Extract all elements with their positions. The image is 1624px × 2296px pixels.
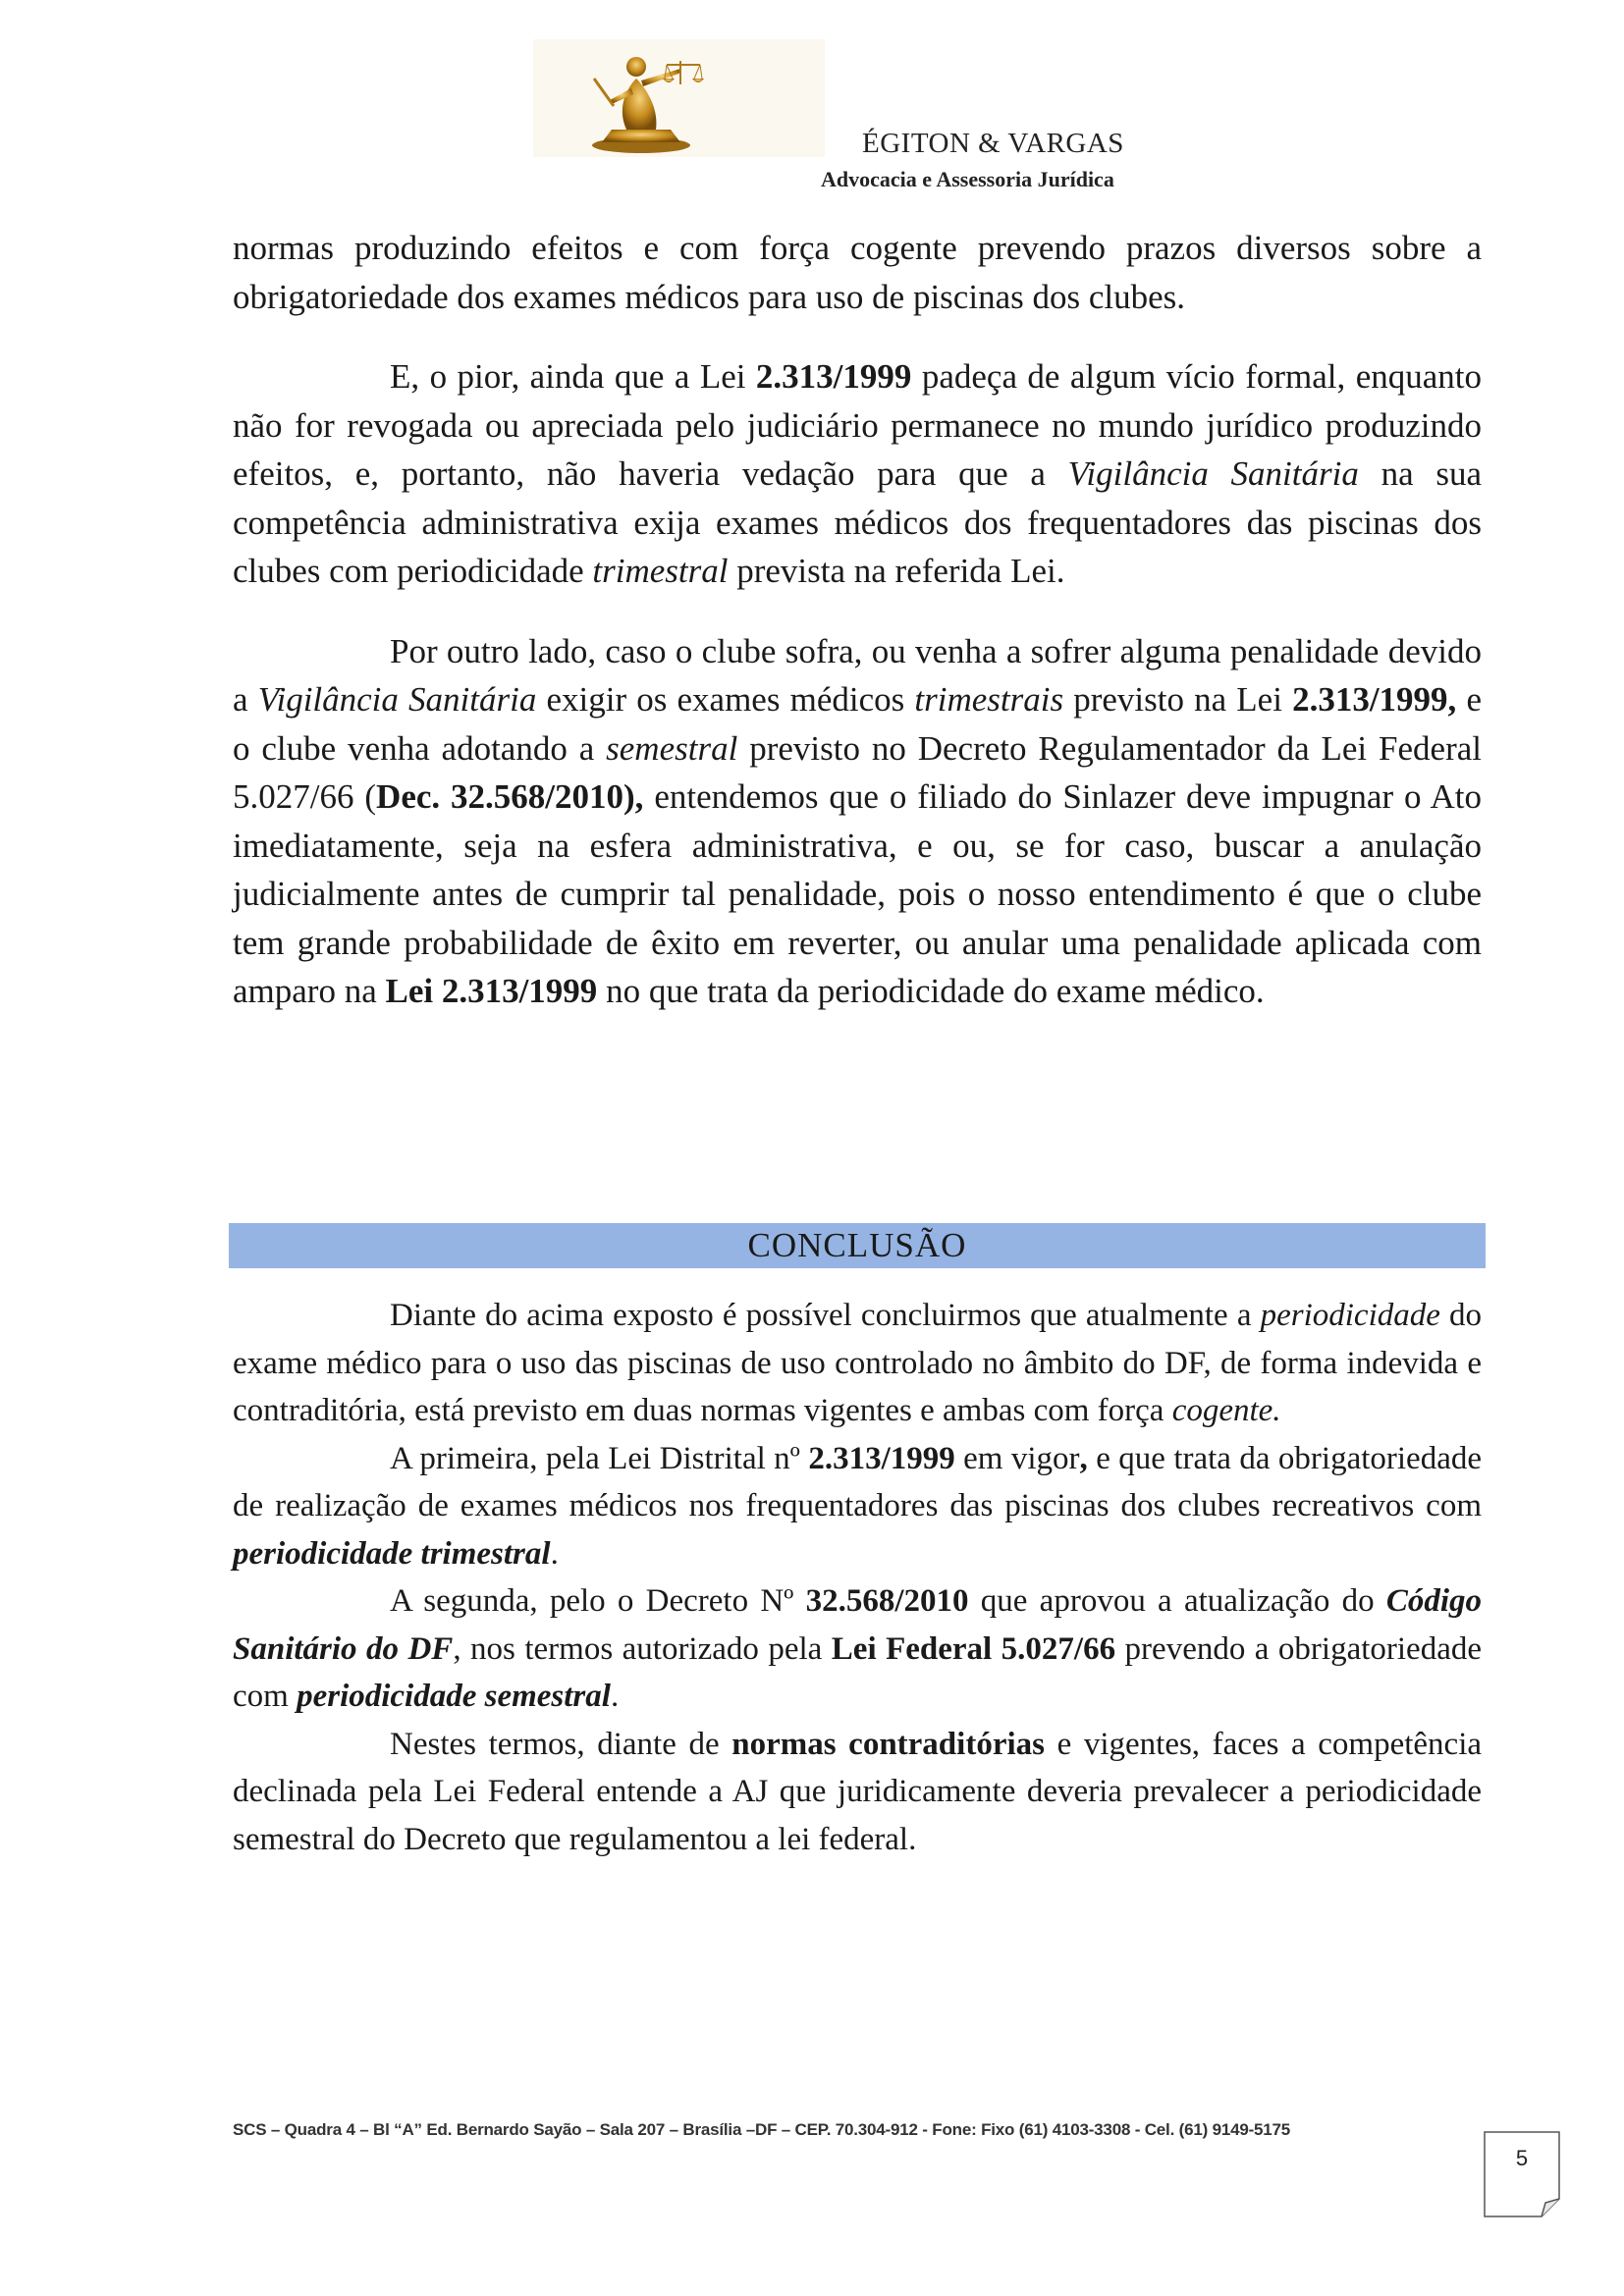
emphasis: periodicidade <box>1260 1298 1440 1333</box>
text: prevista na referida Lei. <box>728 552 1065 590</box>
text: previsto no Decreto Regulamentador da Lei Federal 5.027/66 ( <box>233 728 1482 816</box>
text: no que trata da periodicidade do exame médico. <box>597 972 1265 1010</box>
text: , nos termos autorizado pela <box>453 1630 832 1667</box>
page-number: 5 <box>1515 2146 1529 2170</box>
punctuation: , <box>1079 1440 1088 1476</box>
decree-reference: Dec. 32.568/2010), <box>376 777 644 816</box>
folded-page-icon <box>1483 2130 1561 2218</box>
paragraph-2 <box>233 352 1482 596</box>
law-reference: Lei Federal 5.027/66 <box>831 1630 1116 1667</box>
text: exigir os exames médicos <box>536 680 915 719</box>
paragraph-1 <box>233 224 1482 321</box>
text: e o clube venha adotando a <box>233 680 1482 768</box>
section-heading-bar <box>229 1223 1486 1268</box>
footer-address: SCS – Quadra 4 – Bl “A” Ed. Bernardo Sayão – Sala 207 – Brasília –DF – CEP. 70.304-912 - Fone: Fixo (61) 4103-3308 - Cel. (61) 9149-5175 <box>233 2120 1291 2139</box>
emphasis: normas contraditórias <box>731 1726 1045 1762</box>
text: E, o pior, ainda que a Lei <box>390 357 756 396</box>
firm-name: ÉGITON & VARGAS <box>862 128 1124 159</box>
text: . <box>550 1535 559 1572</box>
emphasis: semestral <box>606 728 738 768</box>
conclusion-paragraph-1 <box>233 1292 1482 1435</box>
paragraph-1-text: normas produzindo efeitos e com força cogente prevendo prazos diversos sobre a obrigatoriedade dos exames médicos para uso de piscinas dos clubes. <box>233 229 1482 316</box>
text: do exame médico para o uso das piscinas de uso controlado no âmbito do DF, de forma indevida e contraditória, está previsto em duas normas vigentes e ambas com força <box>233 1298 1483 1428</box>
text: A segunda, pelo o Decreto Nº <box>390 1583 806 1619</box>
text: na sua competência administrativa exija exames médicos dos frequentadores das piscinas dos clubes com periodicidade <box>233 454 1482 590</box>
emphasis: periodicidade trimestral <box>233 1535 551 1572</box>
text: prevendo a obrigatoriedade com <box>233 1630 1482 1714</box>
text: que aprovou a atualização do <box>968 1583 1386 1619</box>
emphasis: cogente. <box>1171 1393 1281 1428</box>
section-heading: CONCLUSÃO <box>747 1226 967 1264</box>
firm-logo <box>533 39 825 157</box>
code-name: Código Sanitário do DF <box>233 1583 1482 1667</box>
emphasis: periodicidade semestral <box>297 1679 611 1714</box>
document-body <box>233 224 1482 1016</box>
conclusion-body <box>233 1292 1482 1863</box>
text: . <box>610 1679 620 1714</box>
text: entendemos que o filiado do Sinlazer deve impugnar o Ato imediatamente, seja na esfera administrativa, e ou, se for caso, buscar a anulação judicialmente antes de cumprir tal penalidade, pois o nosso entendimento é que o clube tem grande probabilidade de êxito em reverter, ou anular uma penalidade aplicada com amparo na <box>233 777 1482 1010</box>
text: padeça de algum vício formal, enquanto não for revogada ou apreciada pelo judiciário permanece no mundo jurídico produzindo efeitos, e, portanto, não haveria vedação para que a <box>233 357 1483 493</box>
text: A primeira, pela Lei Distrital nº <box>390 1440 809 1476</box>
agency-name: Vigilância Sanitária <box>257 680 537 719</box>
text: e vigentes, faces a competência declinada pela Lei Federal entende a AJ que juridicamente deveria prevalecer a periodicidade semestral do Decreto que regulamentou a lei federal. <box>233 1726 1483 1857</box>
conclusion-paragraph-4 <box>233 1721 1482 1864</box>
decree-reference: 32.568/2010 <box>805 1583 969 1619</box>
conclusion-paragraph-2 <box>233 1435 1482 1578</box>
text: em vigor <box>954 1440 1080 1476</box>
text: previsto na Lei <box>1063 680 1293 719</box>
law-reference: 2.313/1999, <box>1292 680 1457 719</box>
emphasis: trimestral <box>592 552 729 590</box>
text: Diante do acima exposto é possível concluirmos que atualmente a <box>390 1298 1261 1333</box>
emphasis: trimestrais <box>914 680 1064 719</box>
agency-name: Vigilância Sanitária <box>1067 454 1359 493</box>
law-reference: 2.313/1999 <box>808 1440 955 1476</box>
paragraph-3 <box>233 627 1482 1016</box>
law-reference: Lei 2.313/1999 <box>385 972 598 1010</box>
law-reference: 2.313/1999 <box>755 357 912 396</box>
firm-subtitle: Advocacia e Assessoria Jurídica <box>821 167 1114 191</box>
page-number-box <box>1483 2130 1561 2218</box>
text: Nestes termos, diante de <box>390 1726 732 1762</box>
justice-statue-icon <box>533 39 825 157</box>
conclusion-paragraph-3 <box>233 1577 1482 1721</box>
text: Por outro lado, caso o clube sofra, ou venha a sofrer alguma penalidade devido a <box>233 631 1482 719</box>
text: e que trata da obrigatoriedade de realização de exames médicos nos frequentadores das piscinas dos clubes recreativos com <box>233 1440 1482 1523</box>
